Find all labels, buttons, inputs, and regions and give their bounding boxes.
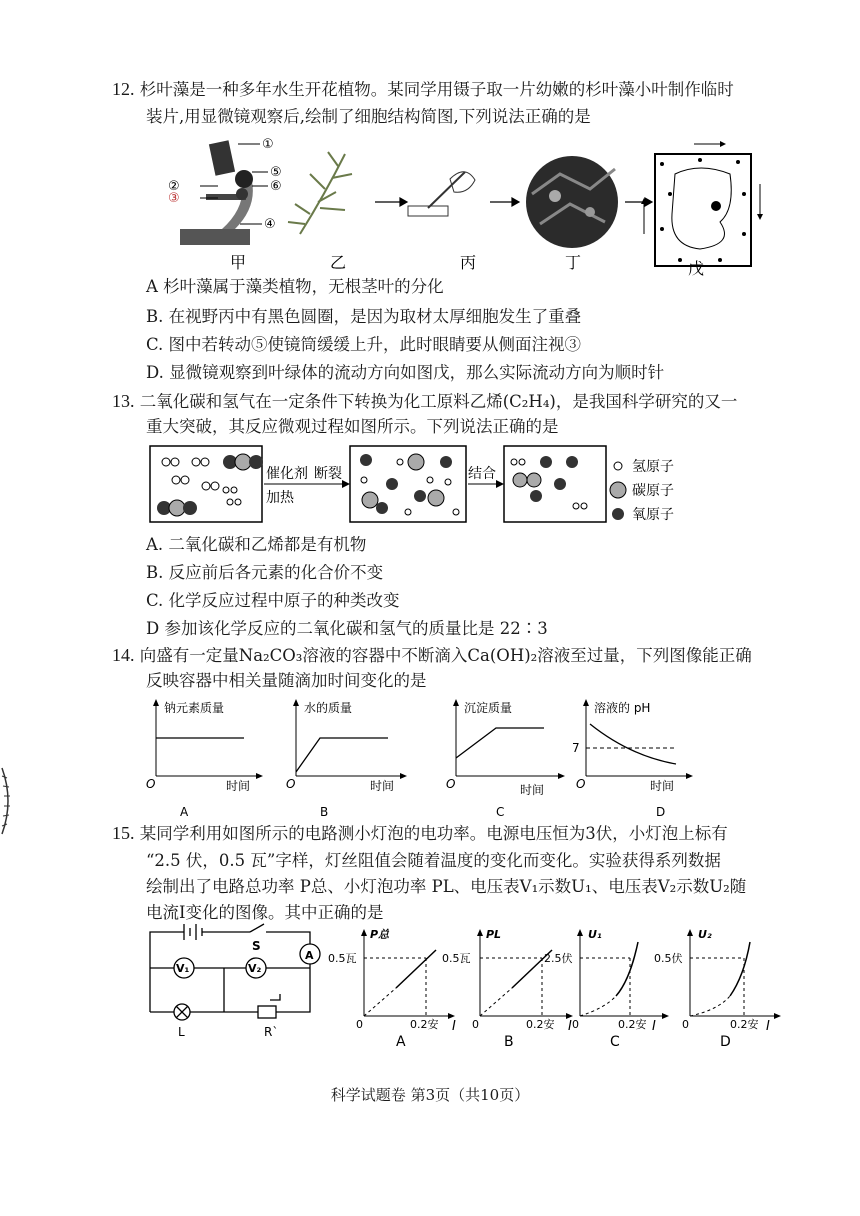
q12-line2: 装片,用显微镜观察后,绘制了细胞结构简图,下列说法正确的是 <box>146 107 591 126</box>
q14-letter-a: A <box>180 805 189 819</box>
svg-text:时间: 时间 <box>520 783 545 797</box>
fig-label-wu: 戊 <box>688 259 705 278</box>
micro-mark-2: ② <box>168 179 180 194</box>
svg-text:O: O <box>146 777 156 791</box>
arrow1-heat: 加热 <box>266 490 294 506</box>
q15-line3: 绘制出了电路总功率 P总、小灯泡功率 PL、电压表V₁示数U₁、电压表V₂示数U₂随 <box>146 877 747 896</box>
q14-letter-d: D <box>656 805 666 819</box>
svg-text:U₂: U₂ <box>698 928 712 941</box>
svg-text:P总: P总 <box>370 928 390 941</box>
svg-text:O: O <box>446 777 456 791</box>
svg-text:O: O <box>576 777 586 791</box>
legend-oxygen: 氧原子 <box>632 507 674 523</box>
svg-text:I: I <box>652 1019 656 1034</box>
micro-view-illustration <box>526 156 618 248</box>
q15-letter-a: A <box>396 1034 406 1050</box>
legend-oxygen-icon <box>612 508 624 520</box>
q13-option-b: B. 反应前后各元素的化合价不变 <box>146 563 384 582</box>
q15-line1: 15. 某同学利用如图所示的电路测小灯泡的电功率。电源电压恒为3伏，小灯泡上标有 <box>112 823 728 843</box>
q15-graph-d <box>654 928 781 1050</box>
micro-mark-1: ① <box>262 137 274 152</box>
slide-illustration <box>408 172 475 216</box>
q13-number: 13. <box>112 391 135 411</box>
svg-text:U₁: U₁ <box>588 928 602 941</box>
fig-label-jia: 甲 <box>230 253 247 272</box>
svg-text:0.2安: 0.2安 <box>618 1018 647 1031</box>
svg-text:O: O <box>286 777 296 791</box>
svg-text:时间: 时间 <box>650 779 675 793</box>
q13-option-d: D 参加该化学反应的二氧化碳和氢气的质量比是 22∶3 <box>146 619 548 638</box>
q14-ph-seven: 7 <box>572 741 580 755</box>
arrow1-break: 断裂 <box>314 466 342 482</box>
q12-number: 12. <box>112 79 135 99</box>
svg-text:时间: 时间 <box>370 779 395 793</box>
svg-text:溶液的 pH: 溶液的 pH <box>594 701 651 715</box>
svg-text:PL: PL <box>486 928 502 941</box>
svg-text:0.5瓦: 0.5瓦 <box>328 952 357 965</box>
q14-graph-b <box>286 699 407 819</box>
micro-mark-6: ⑥ <box>270 179 282 194</box>
legend-hydrogen: 氢原子 <box>632 459 674 475</box>
cell-diagram <box>641 141 763 266</box>
q14-letter-c: C <box>496 805 505 819</box>
q14-number: 14. <box>112 645 135 665</box>
svg-text:I: I <box>568 1019 572 1034</box>
q14-line1: 14. 向盛有一定量Na₂CO₃溶液的容器中不断滴入Ca(OH)₂溶液至过量，下列图像能正确 <box>112 645 752 665</box>
q12-option-b: B. 在视野丙中有黑色圆圈，是因为取材太厚细胞发生了重叠 <box>146 307 582 326</box>
svg-text:I: I <box>452 1019 456 1034</box>
q13-option-a: A. 二氧化碳和乙烯都是有机物 <box>146 535 367 554</box>
q14-line2: 反映容器中相关量随滴加时间变化的是 <box>146 671 427 690</box>
q13-reaction-diagram <box>146 440 706 530</box>
svg-text:0.2安: 0.2安 <box>730 1018 759 1031</box>
svg-text:2.5伏: 2.5伏 <box>544 952 573 965</box>
binding-mark <box>0 766 14 836</box>
q13-option-c: C. 化学反应过程中原子的种类改变 <box>146 591 400 610</box>
svg-text:I: I <box>766 1019 770 1034</box>
q12-figure <box>160 134 780 280</box>
q15-figures <box>140 920 800 1060</box>
q15-graph-c <box>544 928 669 1050</box>
q15-line4: 电流I变化的图像。其中正确的是 <box>146 903 384 922</box>
plant-illustration <box>288 152 352 234</box>
q15-letter-b: B <box>504 1034 514 1050</box>
q14-letter-b: B <box>320 805 329 819</box>
rheostat-label: R` <box>264 1025 279 1039</box>
q14-graph-c <box>446 699 565 819</box>
q12-option-a: A 杉叶藻属于藻类植物，无根茎叶的分化 <box>146 277 444 296</box>
q14-graph-d <box>572 699 693 819</box>
q15-line2: “2.5 伏，0.5 瓦”字样，灯丝阻值会随着温度的变化而变化。实验获得系列数据 <box>146 851 721 870</box>
voltmeter1-label: V₁ <box>176 962 190 975</box>
arrow1-catalyst: 催化剂 <box>266 466 308 482</box>
svg-text:0: 0 <box>682 1018 689 1031</box>
fig-label-ding: 丁 <box>565 253 582 272</box>
page-footer: 科学试题卷 第3页（共10页） <box>330 1086 530 1104</box>
legend-carbon-icon <box>610 482 626 498</box>
fig-label-bing: 丙 <box>460 253 477 272</box>
q15-letter-c: C <box>610 1034 620 1050</box>
svg-text:0: 0 <box>572 1018 579 1031</box>
q12-line1: 12. 杉叶藻是一种多年水生开花植物。某同学用镊子取一片幼嫩的杉叶藻小叶制作临时 <box>112 79 734 99</box>
voltmeter2-label: V₂ <box>248 962 262 975</box>
circuit-switch-label: S <box>252 939 261 953</box>
microscope-illustration <box>168 137 282 245</box>
q14-graphs <box>140 696 700 820</box>
q15-number: 15. <box>112 823 135 843</box>
micro-mark-4: ④ <box>264 217 276 232</box>
svg-text:时间: 时间 <box>226 779 251 793</box>
fig-label-yi: 乙 <box>330 253 347 272</box>
svg-text:水的质量: 水的质量 <box>304 701 353 715</box>
svg-text:0: 0 <box>472 1018 479 1031</box>
legend-carbon: 碳原子 <box>632 483 674 499</box>
q12-option-c: C. 图中若转动⑤使镜筒缓缓上升，此时眼睛要从侧面注视③ <box>146 335 582 354</box>
q15-graph-a <box>328 928 456 1050</box>
q15-graph-b <box>442 928 573 1050</box>
micro-mark-3: ③ <box>168 191 180 206</box>
svg-text:0: 0 <box>356 1018 363 1031</box>
micro-mark-5: ⑤ <box>270 165 282 180</box>
svg-text:0.2安: 0.2安 <box>526 1018 555 1031</box>
q12-option-d: D. 显微镜观察到叶绿体的流动方向如图戊，那么实际流动方向为顺时针 <box>146 363 665 382</box>
q15-letter-d: D <box>720 1034 731 1050</box>
q13-line2: 重大突破，其反应微观过程如图所示。下列说法正确的是 <box>146 417 559 436</box>
svg-text:沉淀质量: 沉淀质量 <box>464 701 513 715</box>
svg-text:0.5伏: 0.5伏 <box>654 952 683 965</box>
ammeter-label: A <box>305 949 314 962</box>
q13-line1: 13. 二氧化碳和氢气在一定条件下转换为化工原料乙烯(C₂H₄)，是我国科学研究的又一 <box>112 391 738 411</box>
arrow2-combine: 结合 <box>468 466 496 482</box>
svg-text:钠元素质量: 钠元素质量 <box>164 701 225 715</box>
legend-hydrogen-icon <box>614 462 622 470</box>
svg-text:0.2安: 0.2安 <box>410 1018 439 1031</box>
q14-graph-a <box>146 699 263 819</box>
svg-text:0.5瓦: 0.5瓦 <box>442 952 471 965</box>
lamp-label: L <box>178 1025 185 1039</box>
